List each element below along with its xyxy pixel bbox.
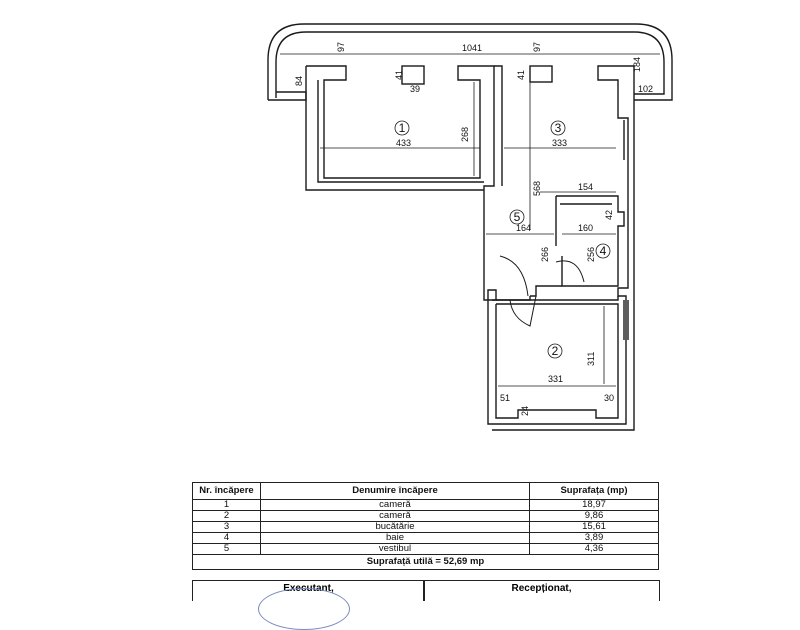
room-label-3: 3 [554, 121, 562, 135]
room-label-1: 1 [398, 121, 406, 135]
dim-pillar-1-a: 41 [394, 69, 404, 80]
dim-balcony-right-end: 184 [632, 56, 642, 72]
dim-bath-notch: 42 [604, 209, 614, 220]
cell-name: vestibul [261, 544, 530, 555]
door-bath [556, 261, 584, 282]
pillar-1 [402, 66, 424, 84]
table-row [193, 511, 659, 522]
cell-nr: 3 [193, 522, 261, 533]
dim-corner-left-b: 24 [520, 405, 530, 416]
dim-corner-right: 30 [604, 393, 615, 403]
header-area: Suprafața (mp) [530, 483, 659, 500]
dim-balcony-right-depth: 97 [532, 41, 542, 52]
header-nr: Nr. încăpere [193, 483, 261, 500]
signature-executant: Executant, [192, 580, 425, 601]
table-row [193, 533, 659, 544]
table-header-row [193, 483, 659, 500]
table-row [193, 500, 659, 511]
cell-name: baie [261, 533, 530, 544]
dim-room2-height: 311 [586, 351, 596, 366]
signature-receptionat: Recepționat, [423, 580, 660, 601]
room-label-2: 2 [551, 344, 559, 358]
dim-room1-width: 433 [396, 138, 412, 148]
cell-area: 18,97 [530, 500, 659, 511]
dim-room1-height: 268 [460, 126, 470, 142]
room-label-4: 4 [599, 244, 607, 258]
balcony-outline-inner [276, 32, 664, 98]
dim-balcony-left-depth: 97 [336, 41, 346, 52]
table-total-row [193, 555, 659, 570]
balcony-left-edge [268, 92, 306, 100]
dim-bath-width: 160 [578, 223, 594, 233]
cell-name: bucătărie [261, 522, 530, 533]
dim-bath-top: 154 [578, 182, 594, 192]
cell-nr: 5 [193, 544, 261, 555]
table-row [193, 544, 659, 555]
cell-area: 4,36 [530, 544, 659, 555]
cell-nr: 2 [193, 511, 261, 522]
dim-balcony-left-end: 84 [294, 75, 304, 86]
dim-corner-left-a: 51 [500, 393, 511, 403]
bath-walls [556, 196, 624, 286]
cell-area: 15,61 [530, 522, 659, 533]
total-area: Suprafață utilă = 52,69 mp [193, 555, 659, 570]
cell-name: cameră [261, 500, 530, 511]
dim-pillar-1-b: 39 [410, 84, 421, 94]
cell-name: cameră [261, 511, 530, 522]
dim-pillar-3-a: 41 [516, 69, 526, 80]
header-name: Denumire încăpere [261, 483, 530, 500]
pillar-3 [530, 66, 552, 82]
partition-1-3 [494, 66, 502, 186]
dim-room2-width: 331 [548, 374, 564, 384]
cell-area: 3,89 [530, 533, 659, 544]
table-row [193, 522, 659, 533]
dim-hall-width: 164 [516, 223, 532, 233]
bath-inner [556, 196, 612, 246]
outer-wall [306, 66, 634, 430]
door-entrance [500, 256, 528, 296]
stamp-seal [258, 588, 350, 630]
cell-nr: 1 [193, 500, 261, 511]
dim-hall-depth: 266 [540, 246, 550, 262]
dim-hall-length: 568 [532, 180, 542, 196]
cell-nr: 4 [193, 533, 261, 544]
dim-balcony-width: 1041 [462, 43, 483, 53]
rooms-table [192, 482, 659, 570]
balcony-outline-outer [268, 24, 672, 100]
room-label-5: 5 [513, 210, 521, 224]
cell-area: 9,86 [530, 511, 659, 522]
dim-room3-width: 333 [552, 138, 568, 148]
dim-bath-depth: 256 [586, 246, 596, 262]
dim-balcony-right-step: 102 [638, 84, 654, 94]
